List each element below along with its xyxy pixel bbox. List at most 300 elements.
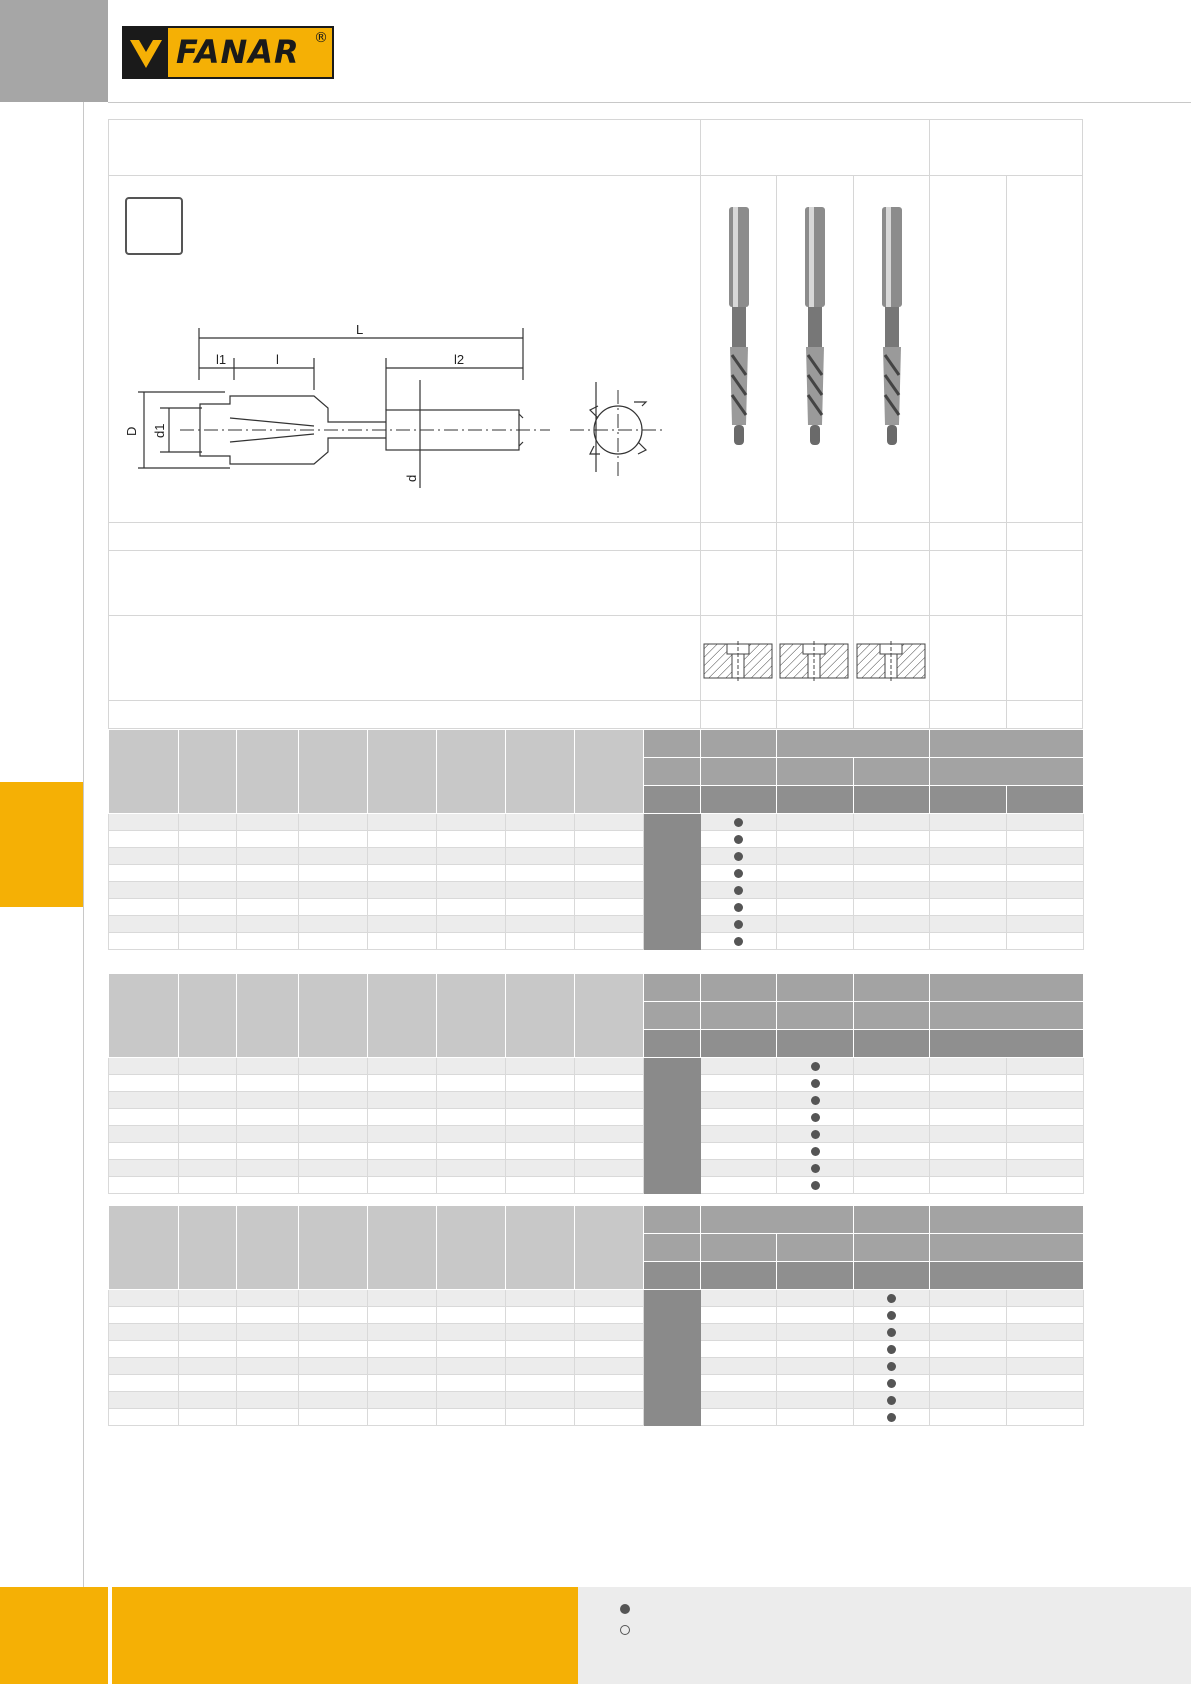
table-cell <box>575 1324 644 1341</box>
table-cell <box>299 814 368 831</box>
spec-header-cell <box>701 974 777 1002</box>
table-cell <box>299 1160 368 1177</box>
table-cell <box>644 865 701 882</box>
table-cell <box>1007 814 1084 831</box>
availability-dot-icon <box>811 1079 820 1088</box>
table-cell <box>368 865 437 882</box>
table-cell <box>575 1075 644 1092</box>
table-cell <box>644 1160 701 1177</box>
table-cell <box>109 865 179 882</box>
table-cell <box>1007 1358 1084 1375</box>
table-cell <box>1007 1392 1084 1409</box>
table-cell <box>179 899 237 916</box>
label-d1: d1 <box>152 423 167 438</box>
table-cell <box>437 1290 506 1307</box>
table-row <box>109 1109 1084 1126</box>
table-cell <box>701 1341 777 1358</box>
table-cell <box>109 1143 179 1160</box>
table-cell <box>1007 899 1084 916</box>
spec-header-cell <box>644 1002 701 1030</box>
table-cell <box>109 916 179 933</box>
availability-dot-icon <box>887 1362 896 1371</box>
table-cell <box>437 848 506 865</box>
table-cell <box>701 814 777 831</box>
table-cell <box>237 1177 299 1194</box>
table-cell <box>930 1375 1007 1392</box>
table-cell <box>437 1177 506 1194</box>
table-cell <box>777 865 854 882</box>
spec-header-cell <box>644 730 701 758</box>
spec-header-cell <box>437 730 506 814</box>
table-cell <box>777 1290 854 1307</box>
table-row <box>109 1177 1084 1194</box>
table-cell <box>777 1075 854 1092</box>
table-cell <box>701 1109 777 1126</box>
table-cell <box>930 1126 1007 1143</box>
table-cell <box>237 865 299 882</box>
table-cell <box>299 882 368 899</box>
table-cell <box>930 848 1007 865</box>
table-cell <box>854 1324 930 1341</box>
table-cell <box>368 1109 437 1126</box>
label-D: D <box>124 426 139 436</box>
spec-header-cell <box>644 786 701 814</box>
table-cell <box>299 1177 368 1194</box>
spec-header-cell <box>777 974 854 1002</box>
table-cell <box>179 916 237 933</box>
table-cell <box>575 831 644 848</box>
table-cell <box>930 831 1007 848</box>
table-cell <box>777 814 854 831</box>
spec-header-cell <box>299 1206 368 1290</box>
availability-dot-icon <box>887 1345 896 1354</box>
table-cell <box>701 865 777 882</box>
table-cell <box>299 1290 368 1307</box>
table-cell <box>1007 865 1084 882</box>
table-cell <box>237 1160 299 1177</box>
table-cell <box>777 1160 854 1177</box>
table-cell <box>854 1092 930 1109</box>
table-cell <box>437 1160 506 1177</box>
table-cell <box>437 1126 506 1143</box>
panel-col-line <box>1006 175 1007 729</box>
spec-header-cell <box>701 1002 777 1030</box>
spec-header-cell <box>237 1206 299 1290</box>
table-row <box>109 814 1084 831</box>
footer-legend-panel <box>578 1587 1191 1684</box>
table-cell <box>368 1160 437 1177</box>
table-cell <box>701 1307 777 1324</box>
table-cell <box>437 1392 506 1409</box>
table-cell <box>644 1126 701 1143</box>
table-cell <box>109 1058 179 1075</box>
table-cell <box>575 1290 644 1307</box>
table-cell <box>854 1058 930 1075</box>
table-cell <box>109 831 179 848</box>
spec-header-cell <box>437 1206 506 1290</box>
footer-accent-panel <box>112 1587 578 1684</box>
spec-header-cell <box>777 1234 854 1262</box>
table-cell <box>179 1375 237 1392</box>
table-cell <box>506 1409 575 1426</box>
spec-header-cell <box>854 1030 930 1058</box>
table-cell <box>701 1375 777 1392</box>
table-cell <box>777 882 854 899</box>
table-cell <box>179 1392 237 1409</box>
table-cell <box>237 882 299 899</box>
table-cell <box>299 1143 368 1160</box>
table-cell <box>930 814 1007 831</box>
spec-header-cell <box>930 974 1084 1002</box>
table-cell <box>299 1341 368 1358</box>
filled-circle-icon <box>620 1604 630 1614</box>
table-row <box>109 1375 1084 1392</box>
table-cell <box>854 916 930 933</box>
table-cell <box>109 1358 179 1375</box>
table-cell <box>506 933 575 950</box>
table-cell <box>437 1075 506 1092</box>
table-cell <box>109 814 179 831</box>
table-cell <box>854 1075 930 1092</box>
table-cell <box>299 1126 368 1143</box>
table-cell <box>237 831 299 848</box>
table-cell <box>930 865 1007 882</box>
spec-table <box>108 729 1084 950</box>
table-cell <box>506 1143 575 1160</box>
table-cell <box>777 1375 854 1392</box>
spec-header-cell <box>701 758 777 786</box>
table-cell <box>368 1409 437 1426</box>
table-cell <box>109 1109 179 1126</box>
table-cell <box>368 1126 437 1143</box>
table-cell <box>1007 1126 1084 1143</box>
label-l: l <box>276 352 279 367</box>
table-cell <box>1007 1109 1084 1126</box>
table-row <box>109 882 1084 899</box>
table-cell <box>368 1290 437 1307</box>
spec-header-cell <box>701 1262 777 1290</box>
table-cell <box>437 1375 506 1392</box>
spec-header-cell <box>575 1206 644 1290</box>
table-cell <box>575 916 644 933</box>
spec-header-row <box>109 1206 1084 1234</box>
availability-dot-icon <box>887 1294 896 1303</box>
spec-header-cell <box>930 730 1084 758</box>
table-cell <box>777 933 854 950</box>
table-cell <box>109 899 179 916</box>
table-row <box>109 1290 1084 1307</box>
table-cell <box>368 882 437 899</box>
table-cell <box>179 1075 237 1092</box>
table-cell <box>506 1109 575 1126</box>
table-cell <box>777 1324 854 1341</box>
table-cell <box>854 882 930 899</box>
table-cell <box>930 1109 1007 1126</box>
table-cell <box>109 1290 179 1307</box>
panel-row-line <box>108 550 1083 551</box>
table-cell <box>368 1341 437 1358</box>
table-cell <box>437 831 506 848</box>
availability-dot-icon <box>811 1113 820 1122</box>
logo-mark <box>124 28 168 77</box>
table-cell <box>506 1290 575 1307</box>
panel-col-line <box>700 119 701 729</box>
table-cell <box>237 1058 299 1075</box>
table-cell <box>777 1109 854 1126</box>
spec-header-cell <box>506 974 575 1058</box>
table-cell <box>506 1092 575 1109</box>
spec-header-cell <box>179 1206 237 1290</box>
table-cell <box>644 848 701 865</box>
spec-header-cell <box>368 1206 437 1290</box>
table-cell <box>506 1392 575 1409</box>
table-cell <box>777 1126 854 1143</box>
chapter-tab[interactable] <box>0 782 83 907</box>
table-cell <box>777 899 854 916</box>
table-cell <box>368 848 437 865</box>
spec-header-cell <box>179 974 237 1058</box>
table-cell <box>854 814 930 831</box>
table-cell <box>854 1177 930 1194</box>
table-cell <box>506 1307 575 1324</box>
table-cell <box>179 1358 237 1375</box>
table-cell <box>299 1358 368 1375</box>
availability-dot-icon <box>887 1311 896 1320</box>
table-cell <box>644 1075 701 1092</box>
availability-dot-icon <box>811 1130 820 1139</box>
panel-col-line <box>776 175 777 729</box>
table-cell <box>854 1409 930 1426</box>
table-row <box>109 1092 1084 1109</box>
table-cell <box>575 814 644 831</box>
table-cell <box>644 814 701 831</box>
table-cell <box>368 1392 437 1409</box>
table-cell <box>437 1058 506 1075</box>
spec-header-cell <box>777 730 930 758</box>
spec-header-cell <box>854 1234 930 1262</box>
table-cell <box>506 1324 575 1341</box>
table-row <box>109 865 1084 882</box>
spec-header-cell <box>701 1206 854 1234</box>
table-cell <box>506 1177 575 1194</box>
table-cell <box>237 1375 299 1392</box>
table-cell <box>299 831 368 848</box>
spec-header-cell <box>777 1030 854 1058</box>
spec-header-cell <box>368 974 437 1058</box>
table-cell <box>644 1392 701 1409</box>
spec-header-cell <box>854 786 930 814</box>
hole-section-icon <box>856 641 926 681</box>
table-cell <box>930 1392 1007 1409</box>
label-L: L <box>356 322 364 337</box>
table-cell <box>299 1307 368 1324</box>
spec-header-cell <box>777 758 854 786</box>
table-cell <box>109 1126 179 1143</box>
table-cell <box>777 1092 854 1109</box>
spec-header-cell <box>368 730 437 814</box>
table-cell <box>237 1324 299 1341</box>
table-cell <box>506 882 575 899</box>
table-cell <box>854 933 930 950</box>
availability-dot-icon <box>887 1379 896 1388</box>
table-cell <box>701 1392 777 1409</box>
table-cell <box>299 1092 368 1109</box>
table-cell <box>368 1177 437 1194</box>
table-cell <box>701 1290 777 1307</box>
spec-header-cell <box>644 1234 701 1262</box>
label-l2: l2 <box>454 352 465 367</box>
table-cell <box>506 916 575 933</box>
panel-col-line <box>853 175 854 729</box>
table-cell <box>299 848 368 865</box>
table-cell <box>506 865 575 882</box>
table-cell <box>930 1324 1007 1341</box>
table-row <box>109 916 1084 933</box>
table-cell <box>575 1177 644 1194</box>
table-cell <box>179 848 237 865</box>
table-cell <box>506 848 575 865</box>
table-cell <box>179 831 237 848</box>
table-cell <box>701 1126 777 1143</box>
spec-header-cell <box>575 974 644 1058</box>
table-cell <box>701 1177 777 1194</box>
table-cell <box>237 1092 299 1109</box>
table-cell <box>930 1358 1007 1375</box>
spec-header-cell <box>644 758 701 786</box>
table-cell <box>1007 916 1084 933</box>
table-cell <box>237 1307 299 1324</box>
table-cell <box>299 1058 368 1075</box>
table-cell <box>930 1177 1007 1194</box>
table-cell <box>109 882 179 899</box>
spec-header-cell <box>777 1002 854 1030</box>
spec-header-cell <box>1007 786 1084 814</box>
availability-dot-icon <box>887 1413 896 1422</box>
table-row <box>109 1358 1084 1375</box>
spec-header-cell <box>930 786 1007 814</box>
table-cell <box>575 865 644 882</box>
table-cell <box>368 1358 437 1375</box>
table-cell <box>237 899 299 916</box>
table-cell <box>437 1324 506 1341</box>
spec-header-cell <box>701 730 777 758</box>
table-cell <box>299 1075 368 1092</box>
table-cell <box>575 848 644 865</box>
panel-row-line <box>108 175 1083 176</box>
spec-header-cell <box>777 786 854 814</box>
table-cell <box>854 899 930 916</box>
table-cell <box>777 1058 854 1075</box>
table-cell <box>854 1341 930 1358</box>
table-cell <box>930 1160 1007 1177</box>
table-cell <box>237 916 299 933</box>
spec-header-cell <box>930 758 1084 786</box>
spec-header-cell <box>930 1030 1084 1058</box>
table-cell <box>179 1409 237 1426</box>
table-cell <box>930 933 1007 950</box>
table-cell <box>575 1160 644 1177</box>
table-cell <box>777 1392 854 1409</box>
spec-header-cell <box>854 1262 930 1290</box>
table-cell <box>437 899 506 916</box>
table-cell <box>777 916 854 933</box>
table-cell <box>644 1375 701 1392</box>
availability-dot-icon <box>734 818 743 827</box>
table-cell <box>368 1058 437 1075</box>
table-cell <box>109 1160 179 1177</box>
table-cell <box>854 1290 930 1307</box>
table-cell <box>437 1307 506 1324</box>
table-row <box>109 1075 1084 1092</box>
corner-block <box>0 0 108 102</box>
table-row <box>109 1160 1084 1177</box>
table-cell <box>575 1307 644 1324</box>
table-cell <box>930 1075 1007 1092</box>
table-cell <box>644 1358 701 1375</box>
table-cell <box>777 1409 854 1426</box>
table-cell <box>644 1177 701 1194</box>
table-cell <box>109 1307 179 1324</box>
spec-header-cell <box>701 786 777 814</box>
table-cell <box>299 1409 368 1426</box>
availability-dot-icon <box>811 1062 820 1071</box>
table-cell <box>179 1177 237 1194</box>
table-cell <box>575 882 644 899</box>
table-cell <box>575 1375 644 1392</box>
table-cell <box>930 882 1007 899</box>
table-cell <box>930 1290 1007 1307</box>
table-cell <box>854 1126 930 1143</box>
table-cell <box>109 848 179 865</box>
table-cell <box>701 848 777 865</box>
availability-dot-icon <box>734 852 743 861</box>
hole-section-icon <box>779 641 849 681</box>
table-cell <box>930 916 1007 933</box>
table-cell <box>854 1375 930 1392</box>
table-cell <box>644 899 701 916</box>
table-cell <box>437 814 506 831</box>
table-cell <box>368 933 437 950</box>
spec-header-cell <box>109 1206 179 1290</box>
table-cell <box>854 831 930 848</box>
side-rule <box>83 102 84 1587</box>
table-cell <box>575 1143 644 1160</box>
table-cell <box>575 1109 644 1126</box>
table-cell <box>179 865 237 882</box>
table-cell <box>179 1092 237 1109</box>
table-cell <box>644 1307 701 1324</box>
table-cell <box>1007 1160 1084 1177</box>
table-cell <box>506 831 575 848</box>
table-cell <box>1007 848 1084 865</box>
table-cell <box>854 1358 930 1375</box>
availability-dot-icon <box>811 1181 820 1190</box>
table-cell <box>109 1375 179 1392</box>
spec-header-cell <box>777 1262 854 1290</box>
availability-dot-icon <box>811 1147 820 1156</box>
table-cell <box>575 1358 644 1375</box>
table-row <box>109 848 1084 865</box>
table-row <box>109 1324 1084 1341</box>
tool-photo <box>800 205 830 455</box>
table-cell <box>368 1307 437 1324</box>
table-cell <box>437 1341 506 1358</box>
spec-header-cell <box>644 1262 701 1290</box>
table-cell <box>701 899 777 916</box>
spec-header-cell <box>644 1030 701 1058</box>
table-cell <box>299 933 368 950</box>
table-cell <box>575 1058 644 1075</box>
